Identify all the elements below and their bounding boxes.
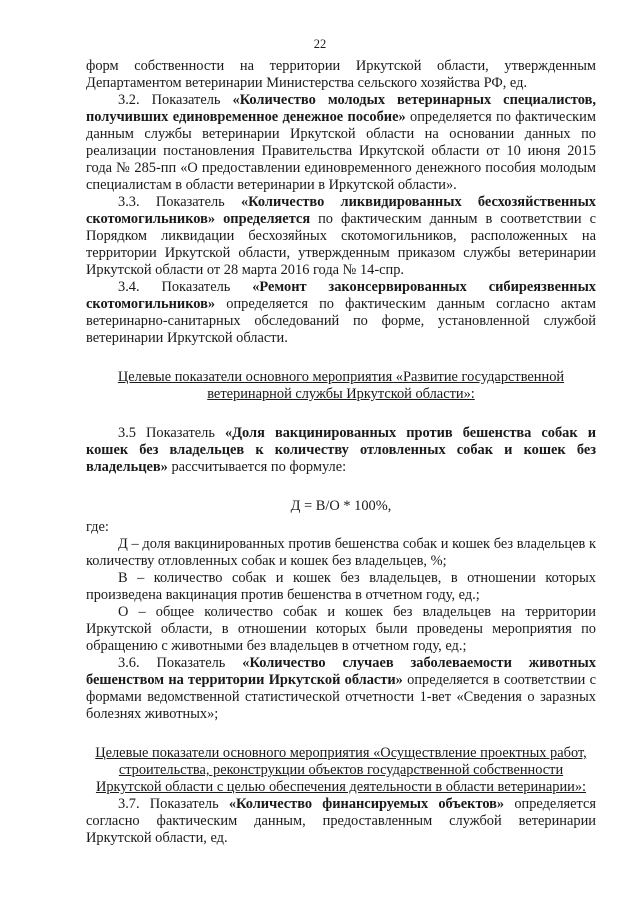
paragraph-3-3-prefix: 3.3. Показатель <box>118 194 241 210</box>
paragraph-3-5-text: рассчитывается по формуле: <box>167 459 347 475</box>
paragraph-3-3-indicator: «Количество ликвидированных бесхозяйственных скотомогильников» определяется <box>86 194 596 227</box>
paragraph-3-5-indicator: «Доля вакцинированных против бешенства собак и кошек без владельцев к количеству отловленных собак и кошек без владельцев» <box>86 425 596 475</box>
paragraph-3-6 <box>86 655 596 723</box>
paragraph-3-3 <box>86 194 596 279</box>
paragraph-3-5 <box>86 425 596 476</box>
paragraph-3-2-text: определяется по фактическим данным службы ветеринарии Иркутской области на основании данных по реализации постановления Правительства Иркутской области от 10 июня 2015 года № 285-пп «О предоставлении единовременного денежного пособия молодым специалистам в области ветеринарии в Иркутской области». <box>86 109 596 193</box>
section-heading-vet-service: Целевые показатели основного мероприятия «Развитие государственной ветеринарной службы Иркутской области»: <box>117 369 565 402</box>
paragraph-3-3-text: по фактическим данным в соответствии с Порядком ликвидации бесхозяйных скотомогильников, расположенных на территории Иркутской области, утвержденным приказом службы ветеринарии Иркутской области от 28 марта 2016 года № 14-спр. <box>86 211 596 278</box>
paragraph-3-4-text: определяется по фактическим данным согласно актам ветеринарно-санитарных обследований по форме, установленной службой ветеринарии Иркутской области. <box>86 296 596 346</box>
paragraph-3-4-prefix: 3.4. Показатель <box>118 279 253 295</box>
formula: Д = В/О * 100%, <box>290 498 392 514</box>
paragraph-3-2 <box>86 92 596 194</box>
paragraph-3-7-prefix: 3.7. Показатель <box>118 796 229 812</box>
paragraph-3-7-indicator: «Количество финансируемых объектов» <box>228 796 505 812</box>
paragraph-3-6-indicator: «Количество случаев заболеваемости животных бешенством на территории Иркутской области» <box>86 655 596 688</box>
document-body <box>86 58 596 847</box>
paragraph-intro: форм собственности на территории Иркутской области, утвержденным Департаментом ветеринарии Министерства сельского хозяйства РФ, ед. <box>86 58 596 91</box>
spacer <box>86 403 596 425</box>
paragraph-3-5-prefix: 3.5 Показатель <box>118 425 225 441</box>
definition-o: О – общее количество собак и кошек без владельцев на территории Иркутской области, в отношении которых были проведены мероприятия по обращению с животными без владельцев в отчетном году, ед.; <box>86 604 596 654</box>
paragraph-3-2-prefix: 3.2. Показатель <box>118 92 233 108</box>
where-label: где: <box>86 519 109 535</box>
spacer <box>86 723 596 745</box>
paragraph-3-6-prefix: 3.6. Показатель <box>118 655 243 671</box>
section-heading-construction: Целевые показатели основного мероприятия «Осуществление проектных работ, строительства, реконструкции объектов государственной собственности Иркутской области с целью обеспечения деятельности в области ветеринарии»: <box>95 745 587 795</box>
paragraph-3-7-text: определяется согласно фактическим данным, предоставленным службой ветеринарии Иркутской области, ед. <box>86 796 596 846</box>
paragraph-3-2-indicator: «Количество молодых ветеринарных специалистов, получивших единовременное денежное пособие» <box>86 92 596 125</box>
paragraph-3-4 <box>86 279 596 347</box>
spacer <box>86 347 596 369</box>
definition-b: В – количество собак и кошек без владельцев, в отношении которых произведена вакцинация против бешенства в отчетном году, ед.; <box>86 570 596 603</box>
definition-d: Д – доля вакцинированных против бешенства собак и кошек без владельцев к количеству отловленных собак и кошек без владельцев, %; <box>86 536 596 569</box>
paragraph-3-6-text: определяется в соответствии с формами ведомственной статистической отчетности 1-вет «Сведения о заразных болезнях животных»; <box>86 672 597 722</box>
page-number: 22 <box>313 37 327 51</box>
paragraph-3-4-indicator: «Ремонт законсервированных сибиреязвенных скотомогильников» <box>86 279 596 312</box>
paragraph-3-7 <box>86 796 596 847</box>
